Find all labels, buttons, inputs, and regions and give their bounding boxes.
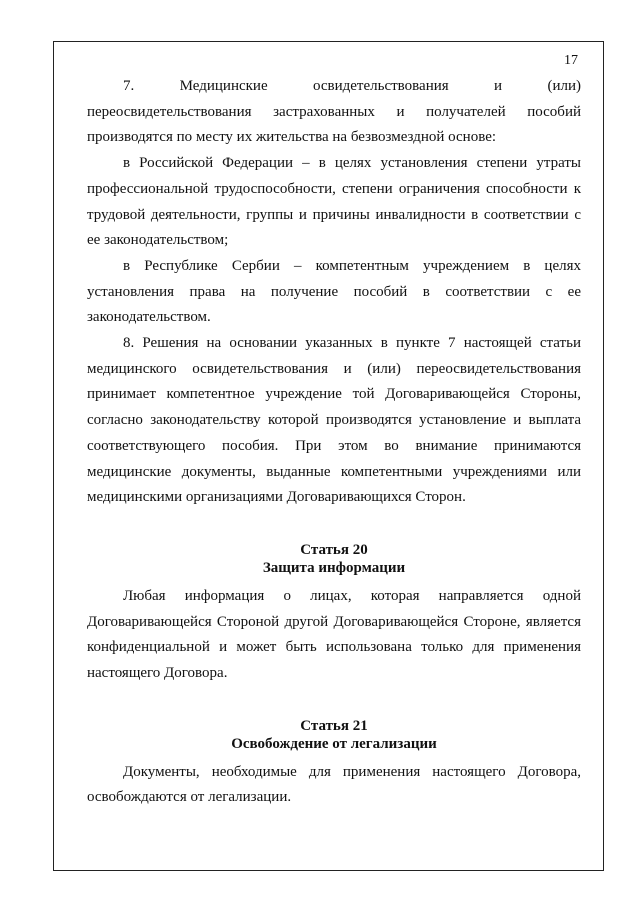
article-21-paragraph: Документы, необходимые для применения настоящего Договора, освобождаются от легализации. [87, 763, 581, 806]
spacer [87, 511, 581, 541]
article-20-number: Статья 20 [300, 541, 368, 558]
article-21-title: Освобождение от легализации [231, 735, 437, 752]
paragraph-7-russia: в Российской Федерации – в целях установления степени утраты профессиональной трудоспособности, степени ограничения способности к трудовой деятельности, группы и причины инвалидности в соответствии с ее законодательством; [87, 155, 581, 249]
article-20-title: Защита информации [262, 559, 406, 576]
paragraph-7: 7. Медицинские освидетельствования и (или) переосвидетельствования застрахованных и получателей пособий производятся по месту их жительства на безвозмездной основе: [87, 78, 581, 146]
paragraph-7-serbia: в Республике Сербии – компетентным учреждением в целях установления права на получение пособий в соответствии с ее законодательством. [87, 257, 581, 326]
spacer [87, 577, 581, 584]
article-20-paragraph: Любая информация о лицах, которая направляется одной Договаривающейся Стороной другой Договаривающейся Стороне, является конфиденциальной и может быть использована только для применения настоящего Договора. [87, 587, 581, 682]
page-number: 17 [564, 53, 578, 68]
document-body [87, 74, 581, 811]
spacer [87, 753, 581, 760]
paragraph-8: 8. Решения на основании указанных в пункте 7 настоящей статьи медицинского освидетельствования и (или) переосвидетельствования принимает компетентное учреждение той Договаривающейся Стороны, согласно законодательству которой производятся установление и выплата соответствующего пособия. При этом во внимание принимаются медицинские документы, выданные компетентными учреждениями или медицинскими организациями Договаривающихся Сторон. [87, 335, 581, 506]
article-21-number: Статья 21 [300, 717, 368, 734]
spacer [87, 687, 581, 717]
